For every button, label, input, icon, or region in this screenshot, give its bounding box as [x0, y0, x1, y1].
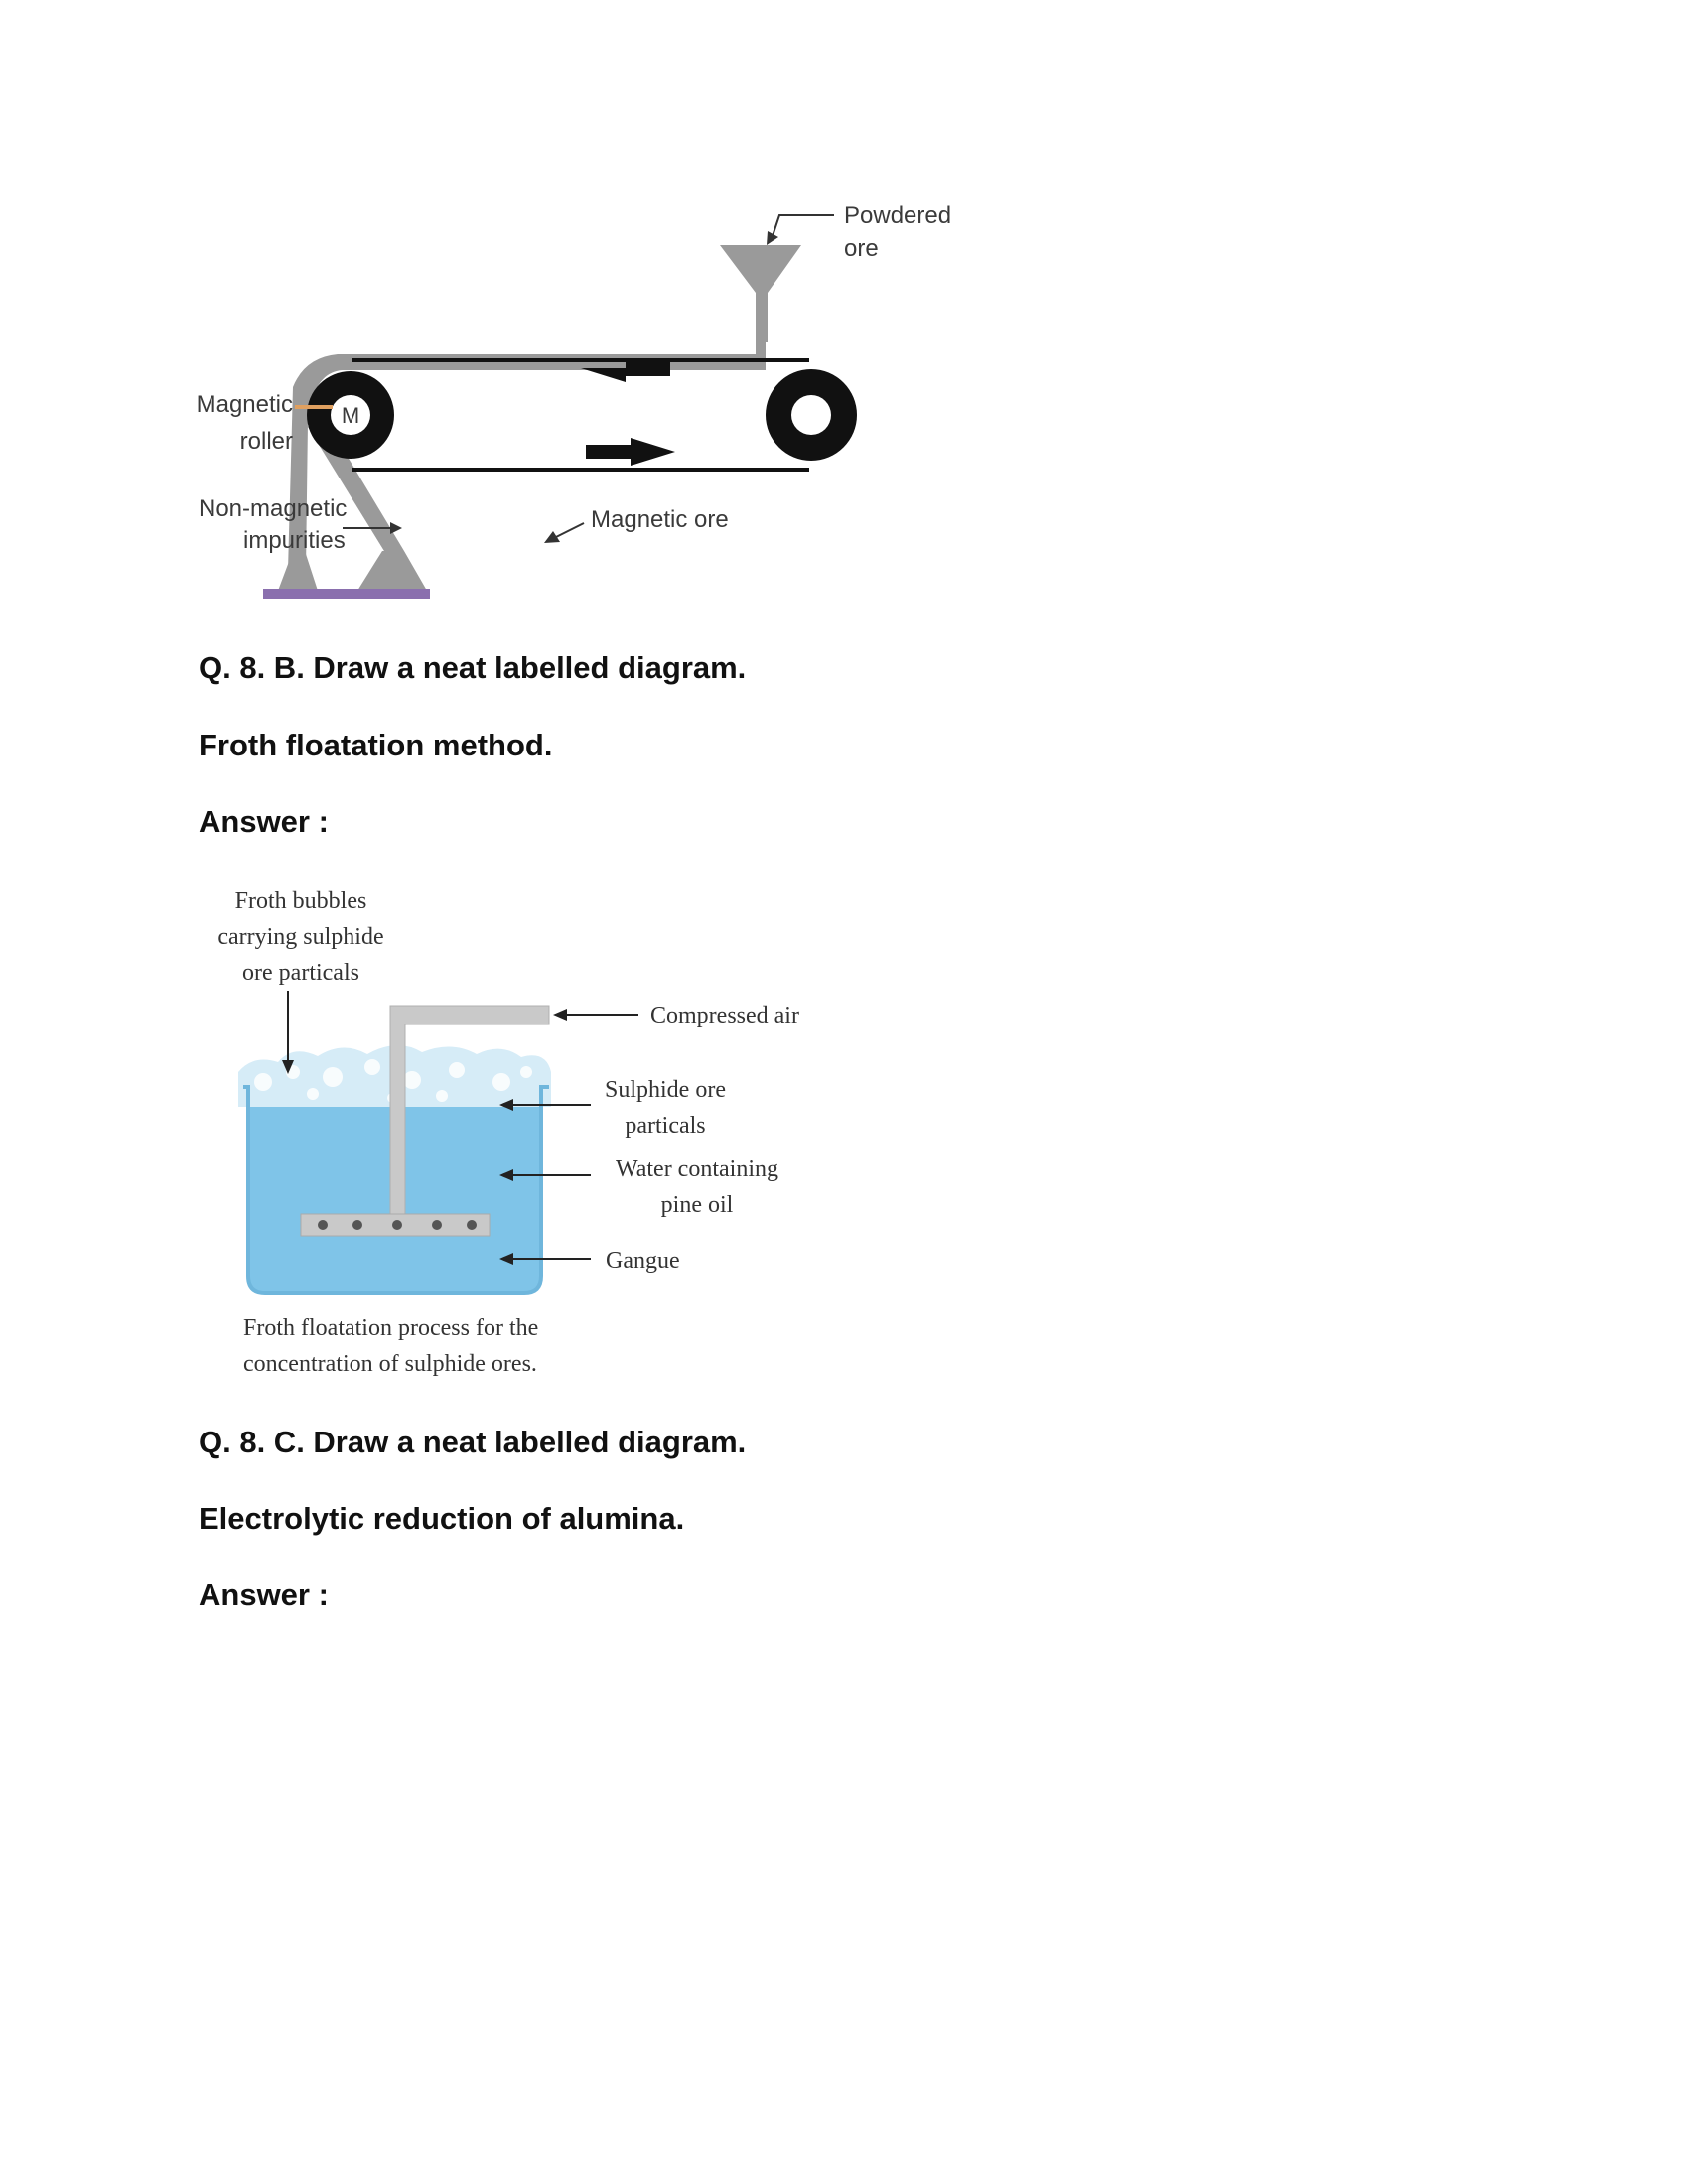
- support-foot-left: [278, 551, 318, 591]
- motor-letter: M: [341, 403, 360, 428]
- label-powdered-ore-1: Powdered: [844, 203, 952, 229]
- base-plate: [263, 589, 430, 599]
- non-magnetic-arrowhead: [390, 522, 402, 534]
- magnetic-separation-diagram: [194, 194, 968, 620]
- froth-caption-1: Froth floatation process for the: [243, 1315, 539, 1341]
- idler-roller-hub: [791, 395, 831, 435]
- label-froth-1: Froth bubbles: [234, 888, 367, 914]
- label-froth-2: carrying sulphide: [217, 924, 384, 950]
- compressed-air-arrowhead: [553, 1009, 567, 1021]
- hopper-spout: [756, 293, 768, 342]
- question-c-title: Q. 8. C. Draw a neat labelled diagram.: [199, 1425, 747, 1459]
- froth-caption-2: concentration of sulphide ores.: [243, 1351, 537, 1377]
- hopper-funnel: [720, 245, 801, 293]
- label-compressed-air: Compressed air: [650, 1003, 799, 1028]
- label-magnetic-roller-2: roller: [239, 428, 293, 455]
- powdered-ore-pointer: [772, 215, 834, 239]
- magnetic-ore-pointer: [556, 523, 584, 537]
- label-sulphide-2: particals: [625, 1113, 706, 1139]
- support-foot-right: [357, 551, 427, 591]
- label-sulphide-1: Sulphide ore: [605, 1077, 726, 1103]
- question-b-title: Q. 8. B. Draw a neat labelled diagram.: [199, 650, 747, 685]
- question-b-answer-label: Answer :: [199, 804, 329, 839]
- label-magnetic-ore: Magnetic ore: [591, 506, 729, 533]
- label-froth-3: ore particals: [242, 960, 359, 986]
- question-c-topic: Electrolytic reduction of alumina.: [199, 1501, 685, 1536]
- label-water-1: Water containing: [615, 1157, 779, 1182]
- label-magnetic-roller-1: Magnetic: [196, 391, 293, 418]
- froth-floatation-diagram: [194, 874, 889, 1390]
- label-non-magnetic-1: Non-magnetic: [199, 495, 348, 522]
- arrow-right-icon: [586, 438, 675, 466]
- label-gangue: Gangue: [606, 1248, 680, 1274]
- question-b-topic: Froth floatation method.: [199, 728, 553, 762]
- label-non-magnetic-2: impurities: [243, 527, 346, 554]
- question-c-answer-label: Answer :: [199, 1577, 329, 1612]
- label-powdered-ore-2: ore: [844, 235, 879, 262]
- label-water-2: pine oil: [660, 1192, 734, 1218]
